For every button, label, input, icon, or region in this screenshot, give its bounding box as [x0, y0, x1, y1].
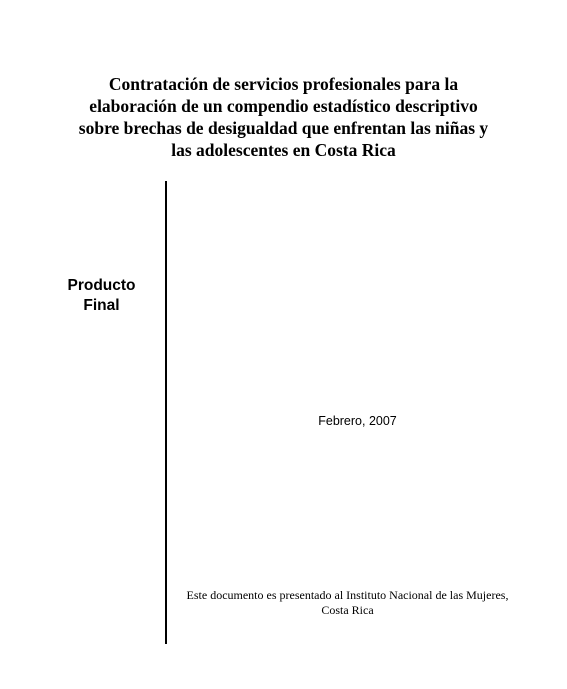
vertical-divider [165, 181, 167, 644]
title-line-3: sobre brechas de desigualdad que enfrentan las niñas y [78, 118, 489, 138]
document-title [40, 73, 527, 161]
product-line-2: Final [83, 297, 120, 314]
presentation-note [170, 588, 525, 618]
title-line-2: elaboración de un compendio estadístico descriptivo [89, 96, 478, 116]
title-line-1: Contratación de servicios profesionales para la [108, 74, 459, 94]
document-date: Febrero, 2007 [318, 414, 397, 428]
presentation-line-1: Este documento es presentado al Instituto Nacional de las Mujeres, [186, 588, 509, 602]
product-label [44, 276, 159, 316]
title-line-4: las adolescentes en Costa Rica [171, 140, 396, 160]
presentation-line-2: Costa Rica [321, 603, 374, 617]
product-line-1: Producto [67, 277, 136, 294]
